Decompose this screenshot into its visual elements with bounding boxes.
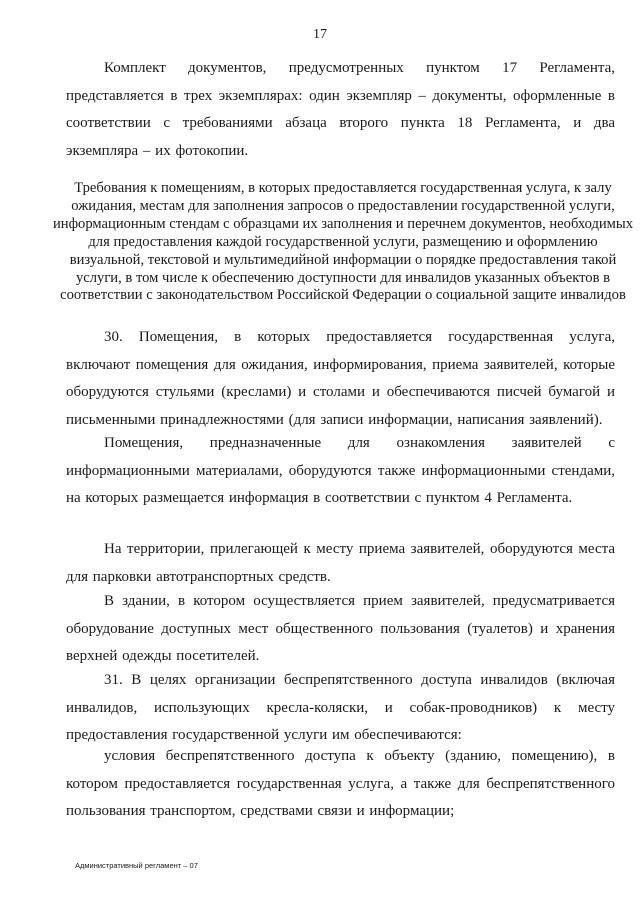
paragraph-access-conditions: условия беспрепятственного доступа к объекту (зданию, помещению), в котором предоставляется государственная услуга, а также для беспрепятственного пользования транспортом, средствами связи и информации;	[66, 748, 615, 819]
paragraph-31: 31. В целях организации беспрепятственного доступа инвалидов (включая инвалидов, использующих кресла-коляски, и собак-проводников) к месту предоставления государственной услуги им обеспечиваются:	[66, 672, 615, 743]
section-heading-premises-requirements: Требования к помещениям, в которых предоставляется государственная услуга, к залу ожидания, местам для заполнения запросов о предоставлении государственной услуги, информационным стендам с образцами их заполнения и перечнем документов, необходимых для предоставления каждой государственной услуги, размещению и оформлению визуальной, текстовой и мультимедийной информации о порядке предоставления такой услуги, в том числе к обеспечению доступности для инвалидов указанных объектов в соответствии с законодательством Российской Федерации о социальной защите инвалидов	[52, 180, 634, 304]
paragraph-info-stands: Помещения, предназначенные для ознакомления заявителей с информационными материалами, оборудуются также информационными стендами, на которых размещается информация в соответствии с пунктом 4 Регламента.	[66, 435, 615, 506]
paragraph-public-places: В здании, в котором осуществляется прием заявителей, предусматривается оборудование доступных мест общественного пользования (туалетов) и хранения верхней одежды посетителей.	[66, 593, 615, 664]
paragraph-documents-set: Комплект документов, предусмотренных пунктом 17 Регламента, представляется в трех экземплярах: один экземпляр – документы, оформленные в соответствии с требованиями абзаца второго пункта 18 Регламента, и два экземпляра – их фотокопии.	[66, 60, 615, 159]
footer-text: Административный регламент – 07	[75, 861, 198, 870]
paragraph-parking: На территории, прилегающей к месту приема заявителей, оборудуются места для парковки автотранспортных средств.	[66, 541, 615, 585]
paragraph-30: 30. Помещения, в которых предоставляется государственная услуга, включают помещения для ожидания, информирования, приема заявителей, которые оборудуются стульями (креслами) и столами и обеспечиваются писчей бумагой и письменными принадлежностями (для записи информации, написания заявлений).	[66, 329, 615, 428]
page-number: 17	[313, 27, 327, 42]
